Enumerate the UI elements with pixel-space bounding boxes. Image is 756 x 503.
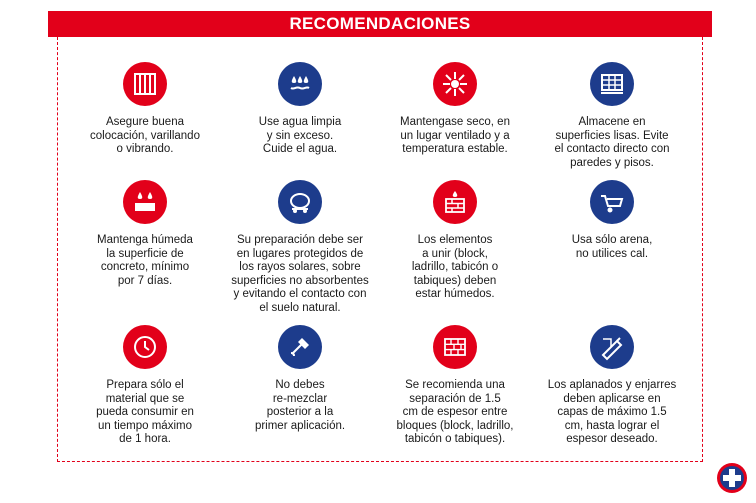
recommendation-item xyxy=(532,180,692,261)
recommendation-item xyxy=(65,62,225,157)
item-text: Mantengase seco, en un lugar ventilado y a temperatura estable. xyxy=(400,116,510,155)
sun-fan-icon xyxy=(433,62,477,106)
plastering-trowel-icon xyxy=(590,325,634,369)
item-text: Asegure buena colocación, varillando o vibrando. xyxy=(90,116,200,155)
recommendation-item xyxy=(375,180,535,302)
pallet-storage-icon xyxy=(590,62,634,106)
item-text: Su preparación debe ser en lugares protegidos de los rayos solares, sobre superficies no absorbentes y evitando el contacto con el suelo natural. xyxy=(231,234,369,314)
rebar-placement-icon xyxy=(123,62,167,106)
item-text: No debes re-mezclar posterior a la primer aplicación. xyxy=(254,379,346,432)
section-title: RECOMENDACIONES xyxy=(48,11,712,37)
recommendation-item xyxy=(532,325,692,447)
item-text: Mantenga húmeda la superficie de concreto, mínimo por 7 días. xyxy=(97,234,193,287)
brick-wall-icon xyxy=(433,325,477,369)
item-text: Prepara sólo el material que se pueda consumir en un tiempo máximo de 1 hora. xyxy=(96,379,194,445)
item-text: Los elementos a unir (block, ladrillo, tabicón o tabiques) deben estar húmedos. xyxy=(411,234,499,300)
item-text: Almacene en superficies lisas. Evite el contacto directo con paredes y pisos. xyxy=(554,116,670,169)
item-text: Usa sólo arena, no utilices cal. xyxy=(571,234,653,260)
recommendation-item xyxy=(65,325,225,447)
recommendation-item xyxy=(220,180,380,315)
recommendation-item xyxy=(375,62,535,157)
clock-icon xyxy=(123,325,167,369)
wheelbarrow-icon xyxy=(590,180,634,224)
brick-wall-drop-icon xyxy=(433,180,477,224)
recommendation-item xyxy=(532,62,692,170)
item-text: Se recomienda una separación de 1.5 cm de espesor entre bloques (block, ladrillo, tabicón o tabiques). xyxy=(396,379,514,445)
water-drops-icon xyxy=(278,62,322,106)
trowel-icon xyxy=(278,325,322,369)
recommendation-item xyxy=(220,325,380,433)
concrete-mixer-icon xyxy=(278,180,322,224)
recommendation-item xyxy=(65,180,225,288)
item-text: Los aplanados y enjarres deben aplicarse en capas de máximo 1.5 cm, hasta lograr el espesor deseado. xyxy=(547,379,677,445)
item-text: Use agua limpia y sin exceso. Cuide el agua. xyxy=(258,116,342,155)
recommendation-item xyxy=(220,62,380,157)
cross-logo-icon xyxy=(717,463,747,493)
wet-surface-icon xyxy=(123,180,167,224)
recommendation-item xyxy=(375,325,535,447)
